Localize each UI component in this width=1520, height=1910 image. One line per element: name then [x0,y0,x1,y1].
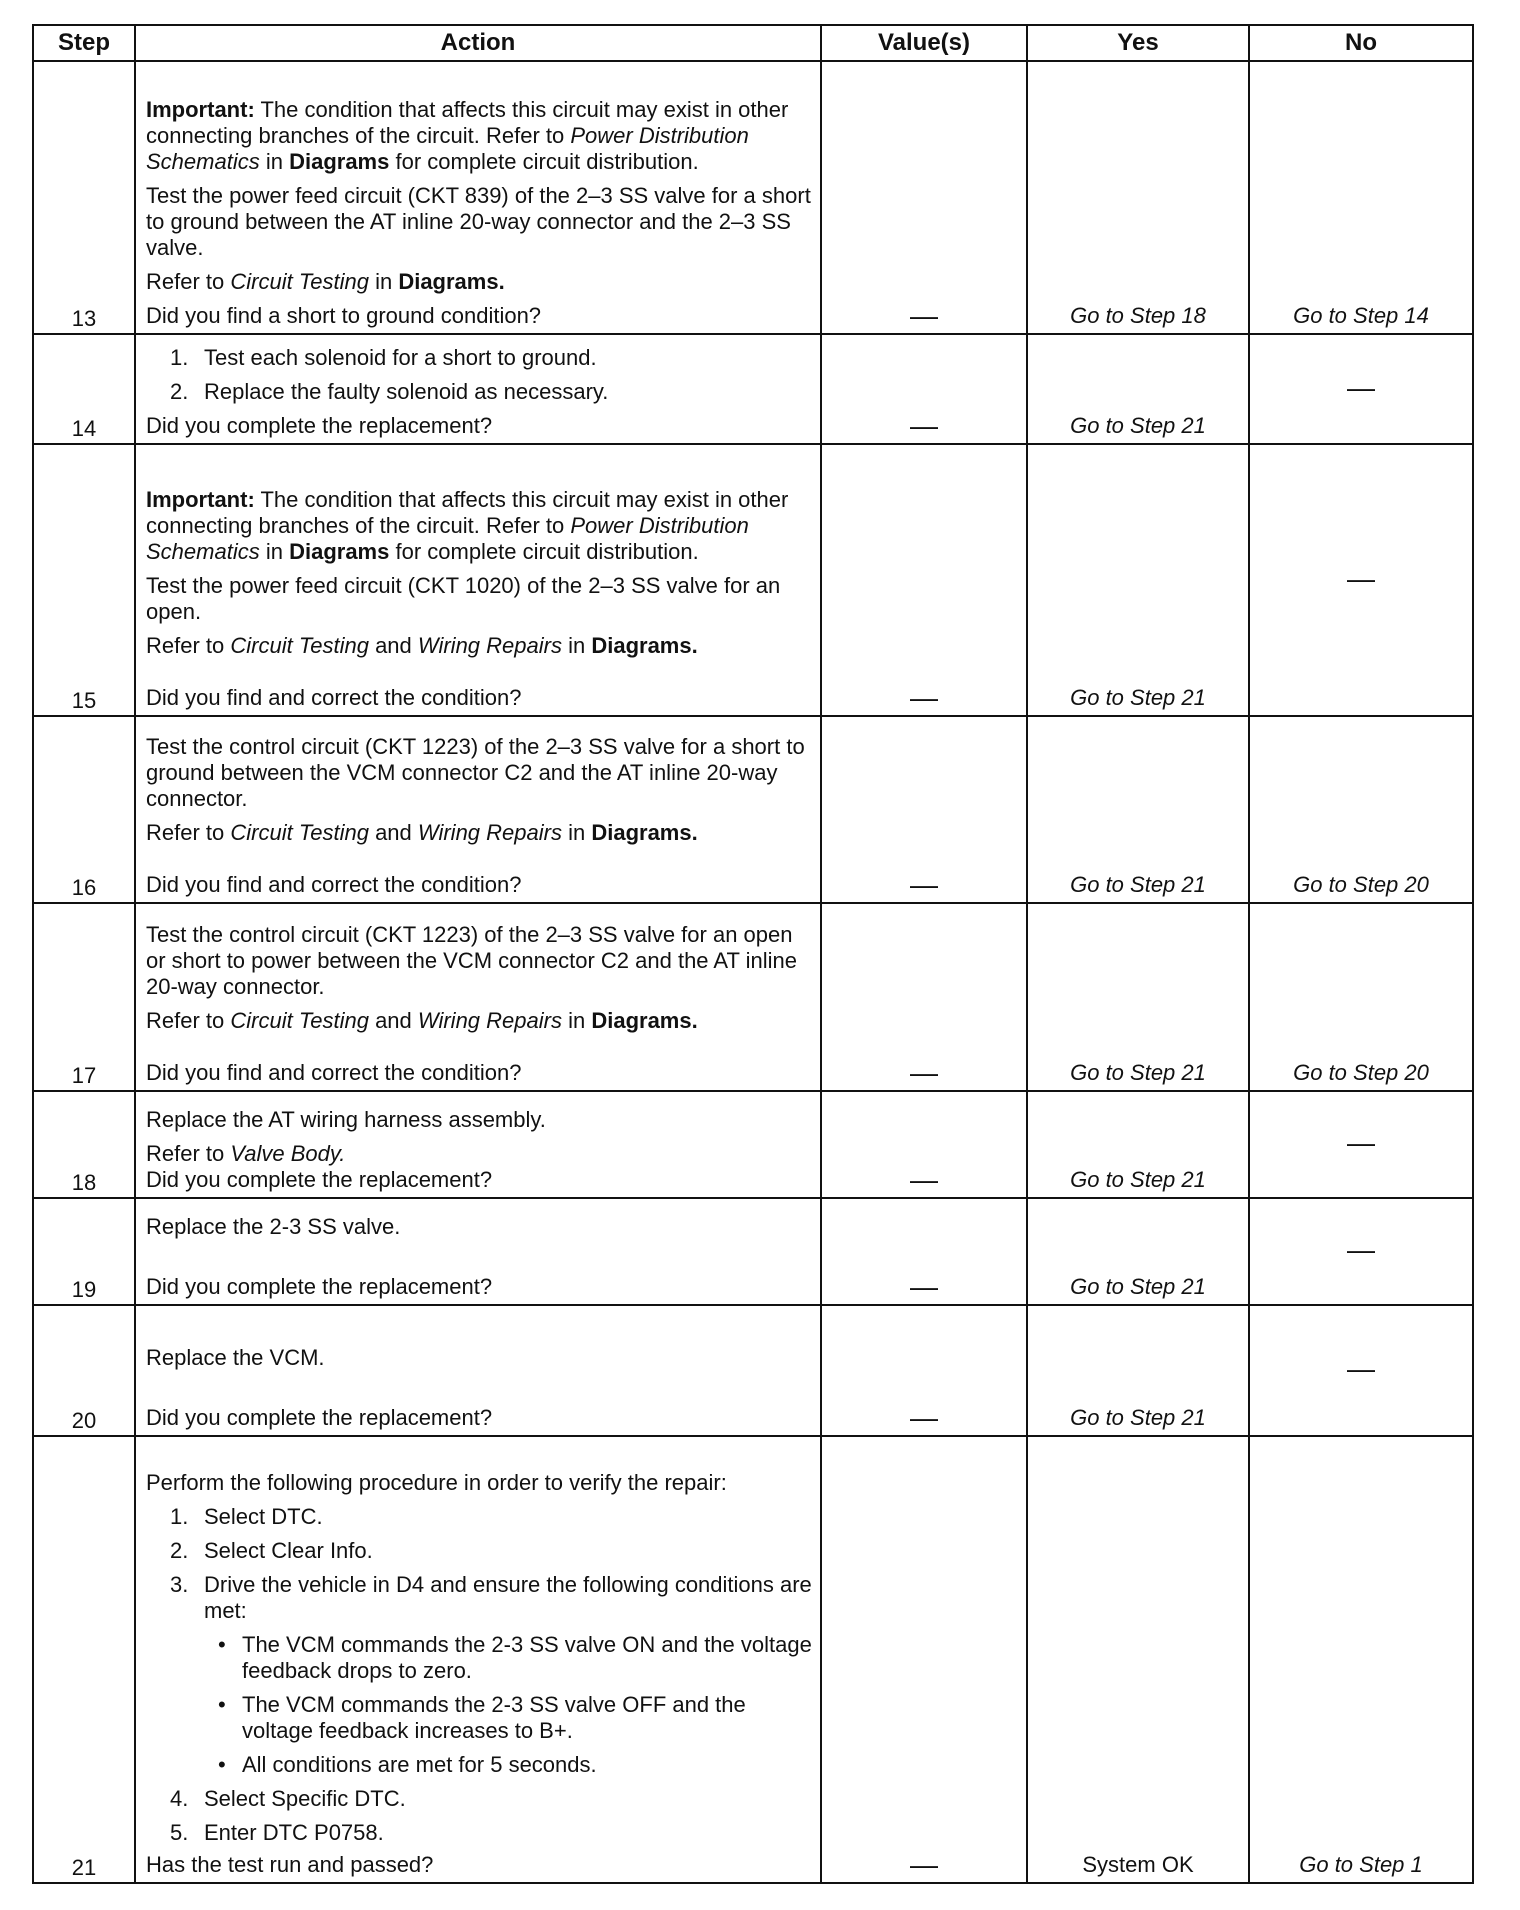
action-cell [135,1305,821,1436]
list-item: 4. Select Specific DTC. [170,1786,406,1811]
no-cell: — [1249,334,1473,444]
step-number: 17 [33,903,135,1091]
header-action: Action [135,25,821,61]
yes-cell: Go to Step 21 [1027,444,1249,716]
step-number: 13 [33,61,135,334]
action-cell [135,716,821,903]
list-item: 2. Select Clear Info. [170,1538,373,1563]
action-text: Perform the following procedure in order to verify the repair: [146,1470,727,1495]
table-row [33,1091,1473,1198]
step-number: 21 [33,1436,135,1883]
value-cell: — [821,903,1027,1091]
refer-text: Refer to Circuit Testing and Wiring Repairs in Diagrams. [146,820,698,845]
step-number: 19 [33,1198,135,1305]
yes-cell: Go to Step 21 [1027,903,1249,1091]
bullet-item: • The VCM commands the 2-3 SS valve OFF and the voltage feedback increases to B+. [218,1692,746,1743]
step-number: 14 [33,334,135,444]
action-cell [135,334,821,444]
yes-cell: Go to Step 21 [1027,1305,1249,1436]
refer-text: Refer to Circuit Testing and Wiring Repairs in Diagrams. [146,633,698,658]
question-text: Did you complete the replacement? [146,1274,493,1299]
action-text: Replace the 2-3 SS valve. [146,1214,401,1239]
header-yes: Yes [1027,25,1249,61]
action-text: Test the power feed circuit (CKT 1020) of the 2–3 SS valve for an open. [146,573,781,624]
table-row [33,1305,1473,1436]
yes-cell: Go to Step 21 [1027,334,1249,444]
list-item: 2. Replace the faulty solenoid as necessary. [170,379,609,404]
important-note: Important: The condition that affects this circuit may exist in other connecting branches of the circuit. Refer to Power Distribution Schematics in Diagrams for complete circuit distribution. [146,97,789,174]
no-cell: Go to Step 14 [1249,61,1473,334]
question-text: Did you complete the replacement? [146,1167,493,1192]
value-cell: — [821,1305,1027,1436]
action-cell [135,1436,821,1883]
action-text: Test the power feed circuit (CKT 839) of the 2–3 SS valve for a short to ground between the AT inline 20-way connector and the 2–3 SS valve. [146,183,811,260]
action-cell [135,444,821,716]
yes-cell: Go to Step 21 [1027,1198,1249,1305]
question-text: Has the test run and passed? [146,1852,434,1877]
action-cell [135,61,821,334]
table-row [33,1436,1473,1883]
header-no: No [1249,25,1473,61]
question-text: Did you find and correct the condition? [146,872,522,897]
list-item: 3. Drive the vehicle in D4 and ensure the following conditions are met: [170,1572,812,1623]
table-row [33,716,1473,903]
action-text: Test the control circuit (CKT 1223) of the 2–3 SS valve for a short to ground between the VCM connector C2 and the AT inline 20-way connector. [146,734,805,811]
table-row [33,1198,1473,1305]
list-item: 1. Select DTC. [170,1504,323,1529]
header-row [33,25,1473,61]
no-cell: Go to Step 20 [1249,903,1473,1091]
refer-text: Refer to Circuit Testing in Diagrams. [146,269,505,294]
action-text: Replace the AT wiring harness assembly. [146,1107,546,1132]
important-note: Important: The condition that affects this circuit may exist in other connecting branches of the circuit. Refer to Power Distribution Schematics in Diagrams for complete circuit distribution. [146,487,789,564]
value-cell: — [821,1091,1027,1198]
question-text: Did you find and correct the condition? [146,1060,522,1085]
action-cell [135,1198,821,1305]
step-number: 20 [33,1305,135,1436]
refer-text: Refer to Circuit Testing and Wiring Repairs in Diagrams. [146,1008,698,1033]
step-number: 15 [33,444,135,716]
question-text: Did you find and correct the condition? [146,685,522,710]
no-cell: Go to Step 20 [1249,716,1473,903]
question-text: Did you find a short to ground condition? [146,303,542,328]
value-cell: — [821,444,1027,716]
table-row [33,334,1473,444]
list-item: 5. Enter DTC P0758. [170,1820,384,1845]
action-text: Test the control circuit (CKT 1223) of the 2–3 SS valve for an open or short to power between the VCM connector C2 and the AT inline 20-way connector. [146,922,797,999]
header-step: Step [33,25,135,61]
no-cell: — [1249,1198,1473,1305]
table-row [33,444,1473,716]
action-text: Replace the VCM. [146,1345,325,1370]
value-cell: — [821,1198,1027,1305]
value-cell: — [821,61,1027,334]
action-cell [135,903,821,1091]
bullet-item: • The VCM commands the 2-3 SS valve ON and the voltage feedback drops to zero. [218,1632,812,1683]
no-cell: — [1249,1305,1473,1436]
yes-cell: Go to Step 18 [1027,61,1249,334]
step-number: 18 [33,1091,135,1198]
table-row [33,61,1473,334]
value-cell: — [821,334,1027,444]
diagnostic-table [32,24,1474,1884]
no-cell: — [1249,444,1473,716]
bullet-item: • All conditions are met for 5 seconds. [218,1752,597,1777]
header-values: Value(s) [821,25,1027,61]
yes-cell: Go to Step 21 [1027,716,1249,903]
value-cell: — [821,1436,1027,1883]
list-item: 1. Test each solenoid for a short to ground. [170,345,597,370]
refer-text: Refer to Valve Body. [146,1141,346,1166]
table-row [33,903,1473,1091]
yes-cell: Go to Step 21 [1027,1091,1249,1198]
question-text: Did you complete the replacement? [146,413,493,438]
no-cell: Go to Step 1 [1249,1436,1473,1883]
question-text: Did you complete the replacement? [146,1405,493,1430]
step-number: 16 [33,716,135,903]
yes-cell: System OK [1027,1436,1249,1883]
value-cell: — [821,716,1027,903]
action-cell [135,1091,821,1198]
no-cell: — [1249,1091,1473,1198]
